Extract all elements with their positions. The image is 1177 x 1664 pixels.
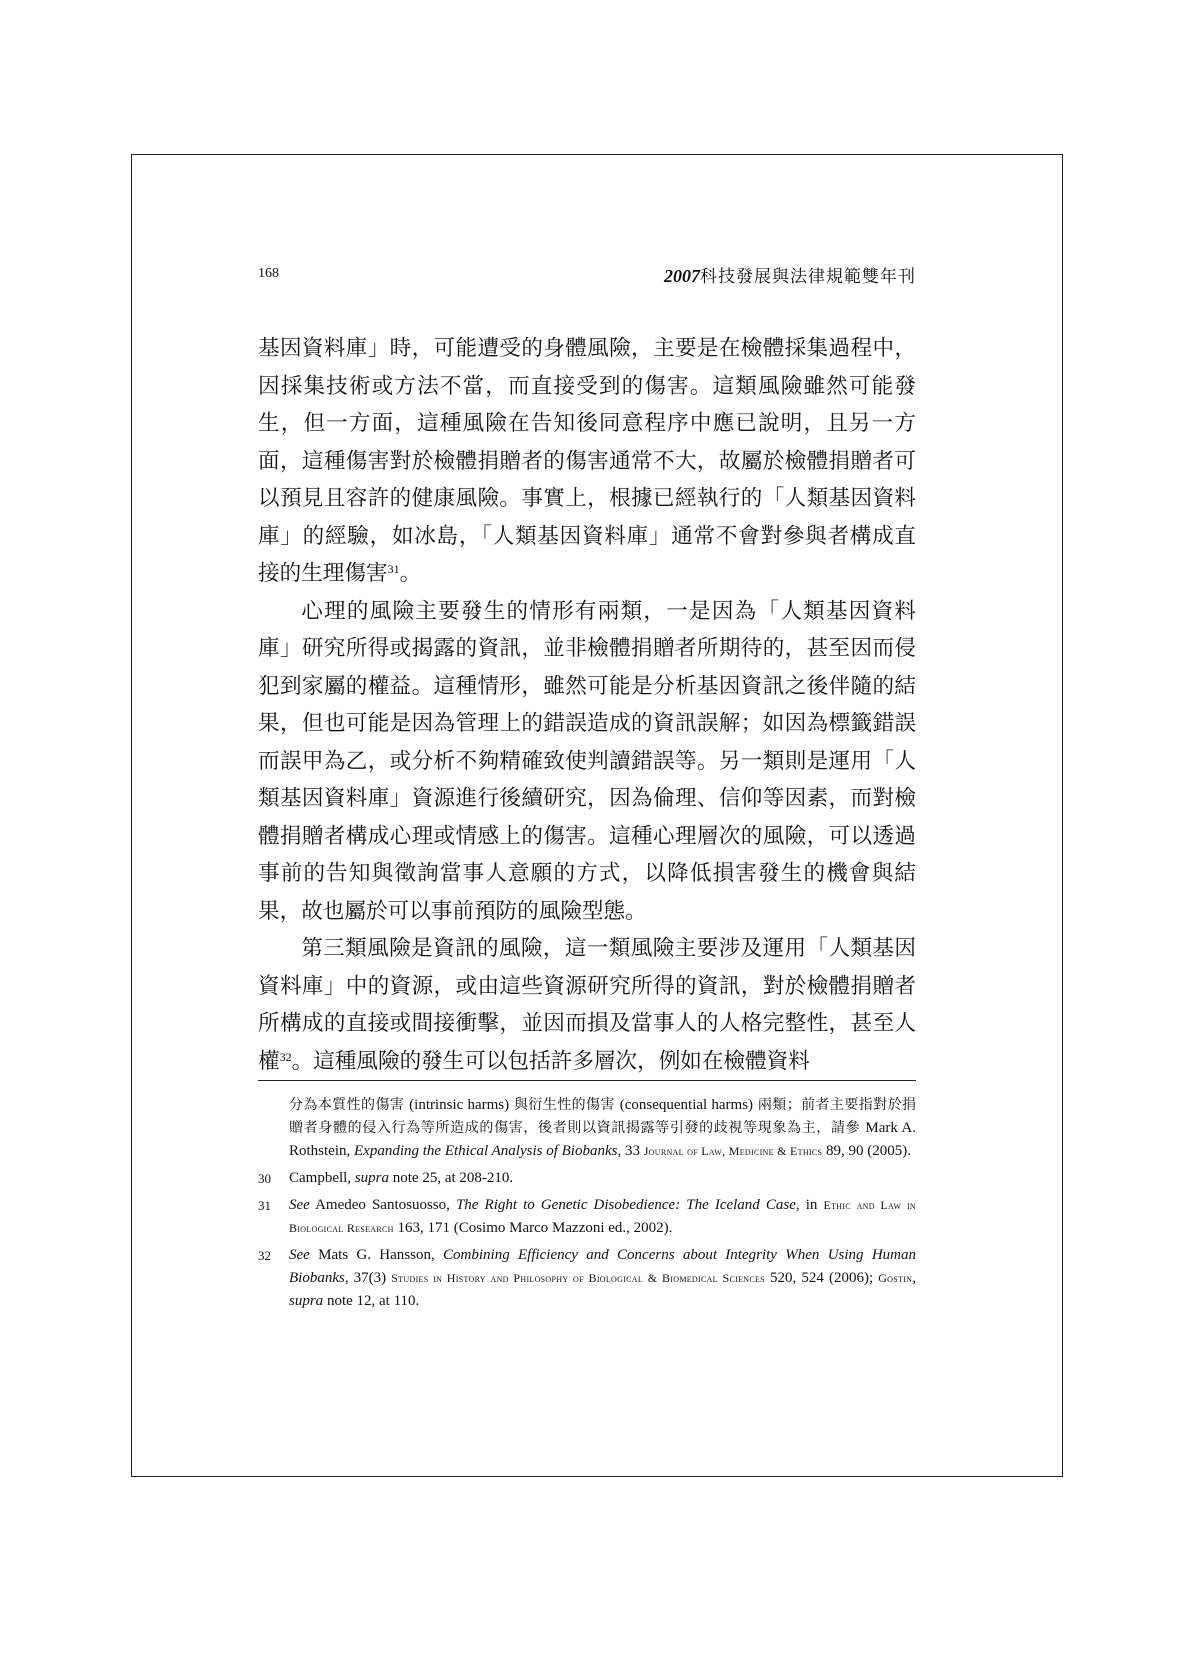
footnote-number: 32 bbox=[258, 1248, 271, 1263]
footnote-32: 32 See Mats G. Hansson, Combining Efficiency and Concerns about Integrity When Using Human Biobanks, 37(3) Studies in History and Philosophy of Biological & Biomedical Sciences 520, 524 (2006); Gostin, supra note 12, at 110. bbox=[258, 1244, 916, 1313]
journal-title bbox=[664, 262, 916, 287]
journal-year: 2007 bbox=[664, 266, 700, 286]
footnote-number: 30 bbox=[258, 1171, 271, 1186]
journal-name: 科技發展與法律規範雙年刊 bbox=[700, 267, 916, 287]
footnote-ref-31[interactable]: 31 bbox=[387, 562, 400, 576]
paragraph-3: 第三類風險是資訊的風險，這一類風險主要涉及運用「人類基因資料庫」中的資源，或由這些資源研究所得的資訊，對於檢體捐贈者所構成的直接或間接衝擊，並因而損及當事人的人格完整性，甚至人權$^{32}$。這種風險的發生可以包括許多層次，例如在檢體資料 bbox=[258, 936, 916, 1074]
footnote-separator bbox=[258, 1080, 916, 1081]
footnote-31: 31 See Amedeo Santosuosso, The Right to Genetic Disobedience: The Iceland Case, in Ethic and Law in Biological Research 163, 171 (Cosimo Marco Mazzoni ed., 2002). bbox=[258, 1194, 916, 1240]
footnote-continuation: 分為本質性的傷害 (intrinsic harms) 與衍生性的傷害 (consequential harms) 兩類；前者主要指對於捐贈者身體的侵入行為等所造成的傷害，後者則以資訊揭露等引發的歧視等現象為主，請參 Mark A. Rothstein, Expanding the Ethical Analysis of Biobanks, 33 Journal of Law, Medicine & Ethics 89, 90 (2005). bbox=[289, 1097, 917, 1159]
paragraph-2: 心理的風險主要發生的情形有兩類，一是因為「人類基因資料庫」研究所得或揭露的資訊，並非檢體捐贈者所期待的，甚至因而侵犯到家屬的權益。這種情形，雖然可能是分析基因資訊之後伴隨的結果，但也可能是因為管理上的錯誤造成的資訊誤解；如因為標籤錯誤而誤甲為乙，或分析不夠精確致使判讀錯誤等。另一類則是運用「人類基因資料庫」資源進行後續研究，因為倫理、信仰等因素，而對檢體捐贈者構成心理或情感上的傷害。這種心理層次的風險，可以透過事前的告知與徵詢當事人意願的方式，以降低損害發生的機會與結果，故也屬於可以事前預防的風險型態。 bbox=[258, 598, 916, 924]
running-header bbox=[258, 262, 916, 288]
footnote-number: 31 bbox=[258, 1198, 271, 1213]
paragraph-1: 基因資料庫」時，可能遭受的身體風險，主要是在檢體採集過程中，因採集技術或方法不當，而直接受到的傷害。這類風險雖然可能發生，但一方面，這種風險在告知後同意程序中應已說明，且另一方面，這種傷害對於檢體捐贈者的傷害通常不大，故屬於檢體捐贈者可以預見且容許的健康風險。事實上，根據已經執行的「人類基因資料庫」的經驗，如冰島，「人類基因資料庫」通常不會對參與者構成直接的生理傷害$^{31}$。 bbox=[258, 336, 916, 586]
footnotes bbox=[258, 1094, 916, 1313]
body-text bbox=[258, 330, 916, 1080]
page-number: 168 bbox=[258, 266, 279, 281]
footnote-ref-32[interactable]: 32 bbox=[279, 1049, 292, 1064]
footnote-30: 30 Campbell, supra note 25, at 208-210. bbox=[258, 1167, 916, 1190]
